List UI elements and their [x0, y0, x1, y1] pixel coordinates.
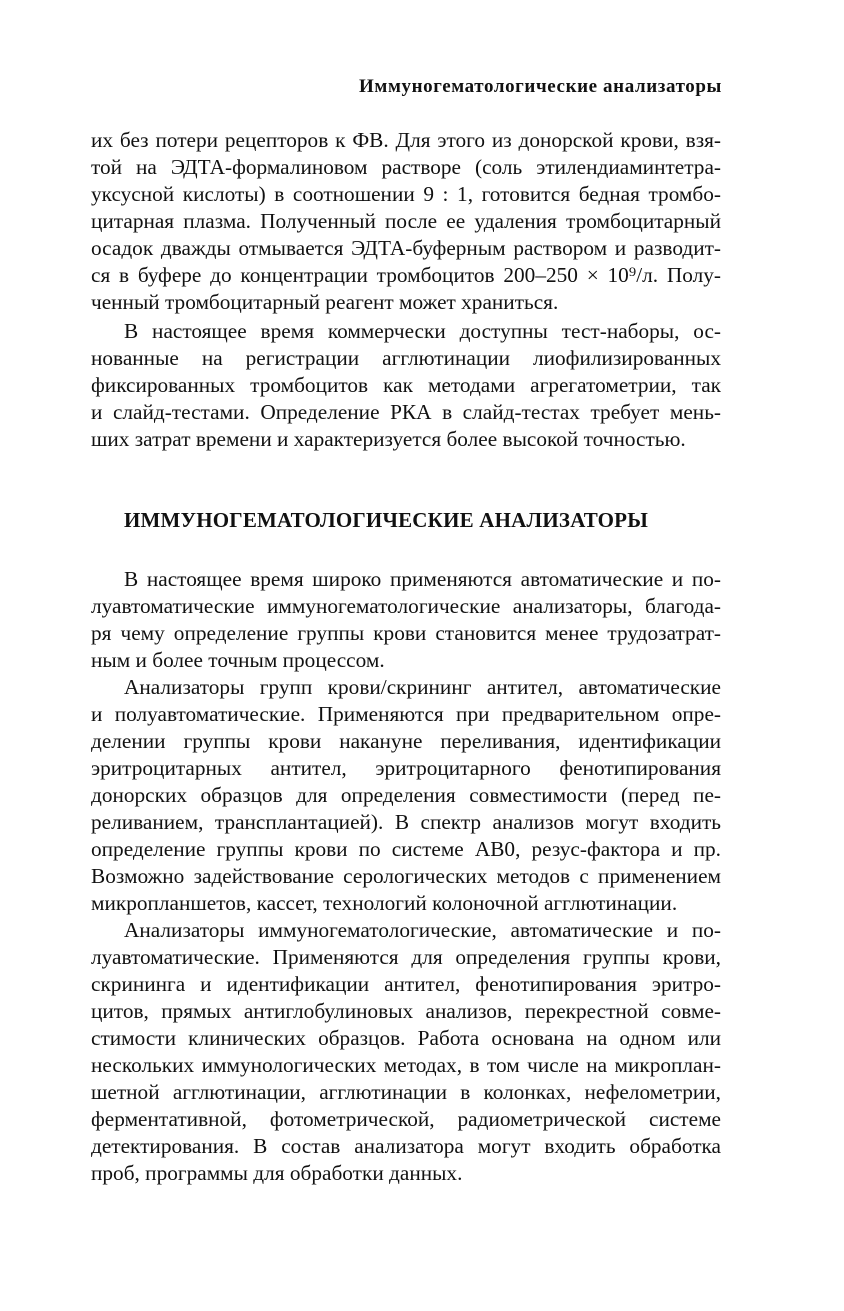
- text-line: ших затрат времени и характеризуется более высокой точностью.: [91, 427, 686, 451]
- text-line: и полуавтоматические. Применяются при предварительном опре-: [91, 702, 721, 726]
- text-line: луавтоматические иммуногематологические анализаторы, благода-: [91, 594, 721, 618]
- text-line: ся в буфере до концентрации тромбоцитов 200–250 × 10⁹/л. Полу-: [91, 263, 721, 287]
- text-line: Анализаторы иммуногематологические, автоматические и по-: [124, 918, 721, 942]
- text-line: В настоящее время коммерчески доступны тест-наборы, ос-: [124, 319, 721, 343]
- text-line: Возможно задействование серологических методов с применением: [91, 864, 721, 888]
- text-line: ря чему определение группы крови становится менее трудозатрат-: [91, 621, 721, 645]
- text-line: шетной агглютинации, агглютинации в колонках, нефелометрии,: [91, 1080, 721, 1104]
- text-line: ным и более точным процессом.: [91, 648, 385, 672]
- text-line: цитов, прямых антиглобулиновых анализов, перекрестной совме-: [91, 999, 721, 1023]
- text-line: уксусной кислоты) в соотношении 9 : 1, готовится бедная тромбо-: [91, 182, 721, 206]
- text-line: осадок дважды отмывается ЭДТА-буферным раствором и разводит-: [91, 236, 721, 260]
- section-heading: ИММУНОГЕМАТОЛОГИЧЕСКИЕ АНАЛИЗАТОРЫ: [124, 508, 649, 532]
- text-line: той на ЭДТА-формалиновом растворе (соль этилендиаминтетра-: [91, 155, 721, 179]
- text-line: ферментативной, фотометрической, радиометрической системе: [91, 1107, 721, 1131]
- text-line: проб, программы для обработки данных.: [91, 1161, 463, 1185]
- text-line: делении группы крови накануне переливания, идентификации: [91, 729, 721, 753]
- text-line: донорских образцов для определения совместимости (перед пе-: [91, 783, 721, 807]
- text-line: скрининга и идентификации антител, фенотипирования эритро-: [91, 972, 721, 996]
- text-line: их без потери рецепторов к ФВ. Для этого из донорской крови, взя-: [91, 128, 721, 152]
- running-head: Иммуногематологические анализаторы: [359, 76, 722, 97]
- text-line: стимости клинических образцов. Работа основана на одном или: [91, 1026, 721, 1050]
- text-line: Анализаторы групп крови/скрининг антител, автоматические: [124, 675, 721, 699]
- text-line: определение группы крови по системе AB0, резус-фактора и пр.: [91, 837, 721, 861]
- text-line: нованные на регистрации агглютинации лиофилизированных: [91, 346, 721, 370]
- text-line: реливанием, трансплантацией). В спектр анализов могут входить: [91, 810, 721, 834]
- text-line: фиксированных тромбоцитов как методами агрегатометрии, так: [91, 373, 721, 397]
- text-line: детектирования. В состав анализатора могут входить обработка: [91, 1134, 721, 1158]
- text-line: эритроцитарных антител, эритроцитарного фенотипирования: [91, 756, 721, 780]
- text-line: цитарная плазма. Полученный после ее удаления тромбоцитарный: [91, 209, 721, 233]
- text-line: нескольких иммунологических методах, в том числе на микроплан-: [91, 1053, 721, 1077]
- text-line: луавтоматические. Применяются для определения группы крови,: [91, 945, 721, 969]
- text-line: В настоящее время широко применяются автоматические и по-: [124, 567, 721, 591]
- text-line: микропланшетов, кассет, технологий колоночной агглютинации.: [91, 891, 678, 915]
- text-line: и слайд-тестами. Определение РКА в слайд-тестах требует мень-: [91, 400, 721, 424]
- text-line: ченный тромбоцитарный реагент может храниться.: [91, 290, 559, 314]
